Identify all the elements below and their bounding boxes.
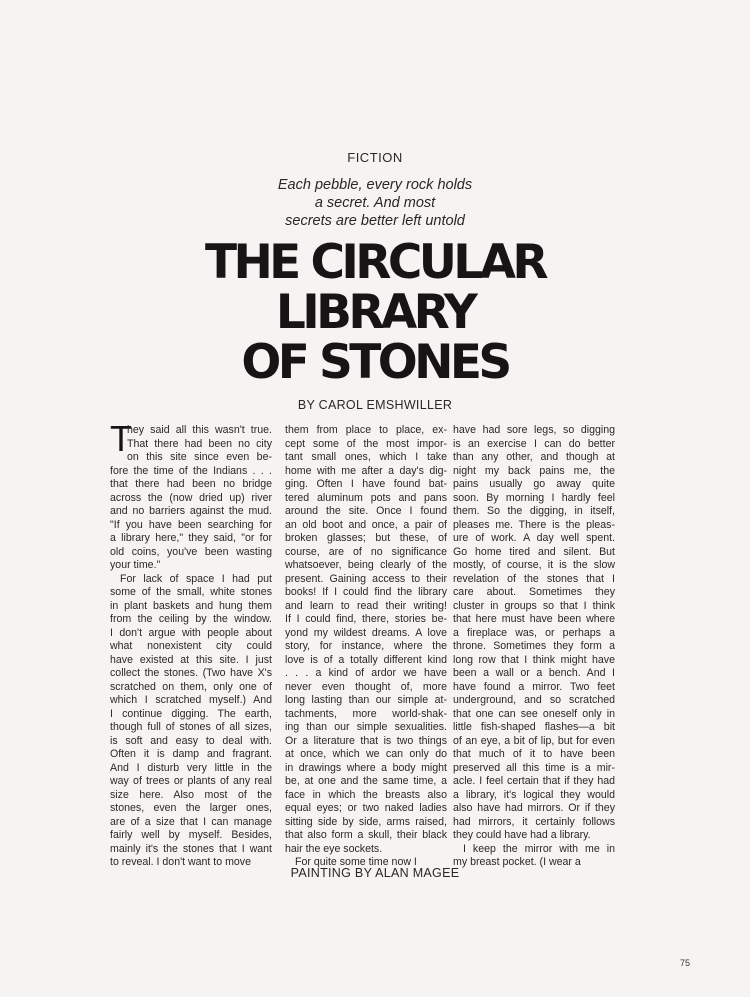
body-text-line: And I disturb very little in the — [110, 761, 272, 774]
body-text-line: throne. Sometimes they form a — [453, 640, 615, 652]
body-text-line: is an exercise I can do better — [453, 437, 615, 450]
body-text-line: night my back pains me, the — [453, 464, 615, 477]
body-text-line: them. So the digging, in itself, — [453, 505, 615, 517]
body-text-line: a fireplace was, or perhaps a — [453, 626, 615, 639]
title-line: THE CIRCULAR — [204, 235, 545, 290]
body-text-line: Go home tired and silent. But — [453, 545, 615, 558]
body-text-line: I keep the mirror with me in — [463, 842, 615, 855]
body-text-line: I don't argue with people about — [110, 626, 272, 639]
body-text-line: a library here," they said, "or for — [110, 532, 272, 544]
story-title — [0, 235, 750, 390]
title-line: LIBRARY — [275, 285, 475, 340]
body-text-line: stones, even the larger ones, — [110, 802, 272, 814]
body-text-line: story, for instance, where the — [285, 640, 447, 652]
body-text-line: that here must have been where — [453, 613, 615, 625]
deck-line: a secret. And most — [314, 195, 436, 211]
body-text-line: mainly it's the stones that I want — [110, 842, 272, 855]
body-text-line: care about. Sometimes they — [453, 586, 615, 598]
body-text-line: have found a mirror. Two feet — [453, 680, 615, 693]
body-text-line: in plant baskets and hung them — [110, 599, 272, 612]
body-text-line: underground, and so scratched — [453, 694, 615, 706]
body-text-line: preserved all this time is a mir- — [453, 761, 615, 774]
body-text-line: course, are of no significance — [285, 545, 447, 558]
body-text-line: scratched on them, only one of — [110, 680, 272, 693]
body-text-line: ure of work. A day well spent. — [453, 532, 615, 544]
deck-subtitle — [230, 176, 520, 230]
body-text-line: cluster in groups so that I think — [453, 599, 615, 612]
body-text-line: For quite some time now I — [295, 856, 417, 868]
body-text-line: long row that I think might have — [453, 653, 615, 666]
body-text-line: old coins, you've been wasting — [110, 545, 272, 558]
body-text-line: For lack of space I had put — [120, 572, 272, 585]
text-column-2 — [285, 424, 447, 870]
byline: BY CAROL EMSHWILLER — [297, 398, 453, 412]
body-text-line: they could have had a library. — [453, 829, 591, 841]
body-text-line: pleases me. There is the pleas- — [453, 518, 615, 531]
drop-cap: T — [110, 418, 132, 459]
body-text-line: an old boot and once, a pair of — [285, 518, 447, 531]
body-text-line: face in which the breasts also — [285, 788, 447, 801]
body-text-line: mostly, of course, it is the slow — [453, 559, 615, 571]
body-text-line: home with me after a day's dig- — [285, 464, 447, 477]
body-text-line: ging. Often I have found bat- — [285, 478, 447, 490]
body-text-line: to reveal. I don't want to move — [110, 856, 251, 868]
body-text-line: also have had mirrors. Or if they — [453, 802, 615, 814]
body-text-line: be, at one and the same time, a — [285, 775, 447, 787]
body-text-line: and no barriers against the mud. — [110, 505, 272, 517]
body-text-line: from the ceiling by the window. — [110, 613, 272, 625]
deck-line: Each pebble, every rock holds — [277, 177, 473, 193]
body-text-line: have had sore legs, so digging — [453, 424, 615, 436]
body-text-line: a library, it's logical they would — [453, 788, 615, 801]
body-text-line: little fish-shaped flashes—a bit — [453, 721, 615, 733]
body-text-line: love is of a totally different kind — [285, 653, 447, 666]
body-text-line: which I scratched myself.) And — [110, 694, 272, 706]
body-text-line: across the (now dried up) river — [110, 491, 272, 504]
body-text-line: equal eyes; or two naked ladies — [285, 802, 447, 814]
body-text-line: fore the time of the Indians . . . — [110, 464, 272, 477]
page-number: 75 — [680, 958, 691, 968]
deck-line: secrets are better left untold — [285, 213, 465, 229]
body-text-line: your time." — [110, 559, 161, 571]
text-column-1 — [110, 418, 272, 870]
art-credit: PAINTING BY ALAN MAGEE — [290, 866, 460, 880]
body-text-line: present. Gaining access to their — [285, 572, 447, 585]
body-text-line: that one can see oneself only in — [453, 707, 615, 720]
body-text-line: are of a size that I can manage — [110, 815, 272, 828]
body-text-line: what nonexistent city could — [110, 640, 272, 652]
body-text-line: than any other, and though at — [453, 451, 615, 463]
body-text-line: on this site since even be- — [127, 451, 272, 463]
body-text-line: tant small ones, which I take — [285, 451, 447, 463]
section-label: FICTION — [347, 150, 403, 165]
body-text-line: have existed at this site. I just — [110, 653, 272, 666]
body-text-line: been a wall or a bench. And I — [453, 667, 615, 679]
body-text-line: cept some of the most impor- — [285, 437, 447, 450]
body-text-line: Often it is damp and fragrant. — [110, 748, 272, 760]
body-text-line: yond my wildest dreams. A love — [285, 626, 447, 639]
body-text-line: is soft and easy to deal with. — [110, 734, 272, 747]
body-text-line: soon. By morning I hardly feel — [453, 491, 615, 504]
body-text-line: acle. I feel certain that if they had — [453, 775, 615, 787]
body-text-line: that also form a skull, their black — [285, 829, 447, 841]
body-text-line: If I could find, there, stories be- — [285, 613, 447, 625]
body-text-line: books! If I could find the library — [285, 586, 447, 598]
body-text-line: them from place to place, ex- — [285, 424, 447, 436]
body-text-line: hey said all this wasn't true. — [127, 424, 272, 436]
body-text-line: collect the stones. (Two have X's — [110, 667, 272, 679]
body-text-line: Or a literature that is two things — [285, 734, 447, 747]
body-text-line: broken glasses; but these, of — [285, 532, 447, 544]
body-text-line: . . . a kind of ardor we have — [285, 667, 447, 679]
body-text-line: pains usually go away quite — [453, 478, 615, 490]
body-text-line: some of the small, white stones — [110, 586, 272, 598]
body-text-line: ing than our simple sexualities. — [285, 721, 447, 733]
body-text-line: of an eye, a bit of lip, but for even — [453, 734, 615, 747]
body-text-line: at once, which we can only do — [285, 748, 447, 760]
body-text-line: whatsoever, being clearly of the — [285, 559, 447, 571]
body-text-line: tered aluminum pots and pans — [285, 491, 447, 504]
body-text-line: that there had been no bridge — [110, 478, 272, 490]
text-column-3 — [453, 424, 615, 870]
body-text-line: size here. Also most of the — [110, 788, 272, 801]
body-text-line: I continue digging. The earth, — [110, 707, 272, 720]
body-text-line: way of trees or plants of any real — [110, 775, 272, 787]
body-text-line: sitting side by side, arms raised, — [285, 815, 447, 828]
body-text-line: and learn to read their writing! — [285, 599, 447, 612]
body-text-line: tachments, more world-shak- — [285, 707, 447, 720]
body-text-line: my breast pocket. (I wear a — [453, 856, 581, 868]
body-text-line: revelation of the stones that I — [453, 572, 615, 585]
body-text-line: "If you have been searching for — [110, 518, 272, 531]
body-text-line: around the site. Once I found — [285, 505, 447, 517]
body-text-line: That there had been no city — [127, 437, 272, 450]
body-text-line: fairly well by myself. Besides, — [110, 829, 272, 841]
body-text-line: long lasting than our simple at- — [285, 694, 447, 706]
body-text-line: in drawings where a body might — [285, 761, 447, 774]
body-text-line: hair the eye sockets. — [285, 842, 383, 855]
body-text-line: never even thought of, more — [285, 680, 447, 693]
body-text-line: that much of it to have been — [453, 748, 615, 760]
body-text-line: had mirrors, it certainly follows — [453, 815, 615, 828]
title-line: OF STONES — [241, 335, 509, 390]
body-text-line: though full of stones of all sizes, — [110, 721, 272, 733]
